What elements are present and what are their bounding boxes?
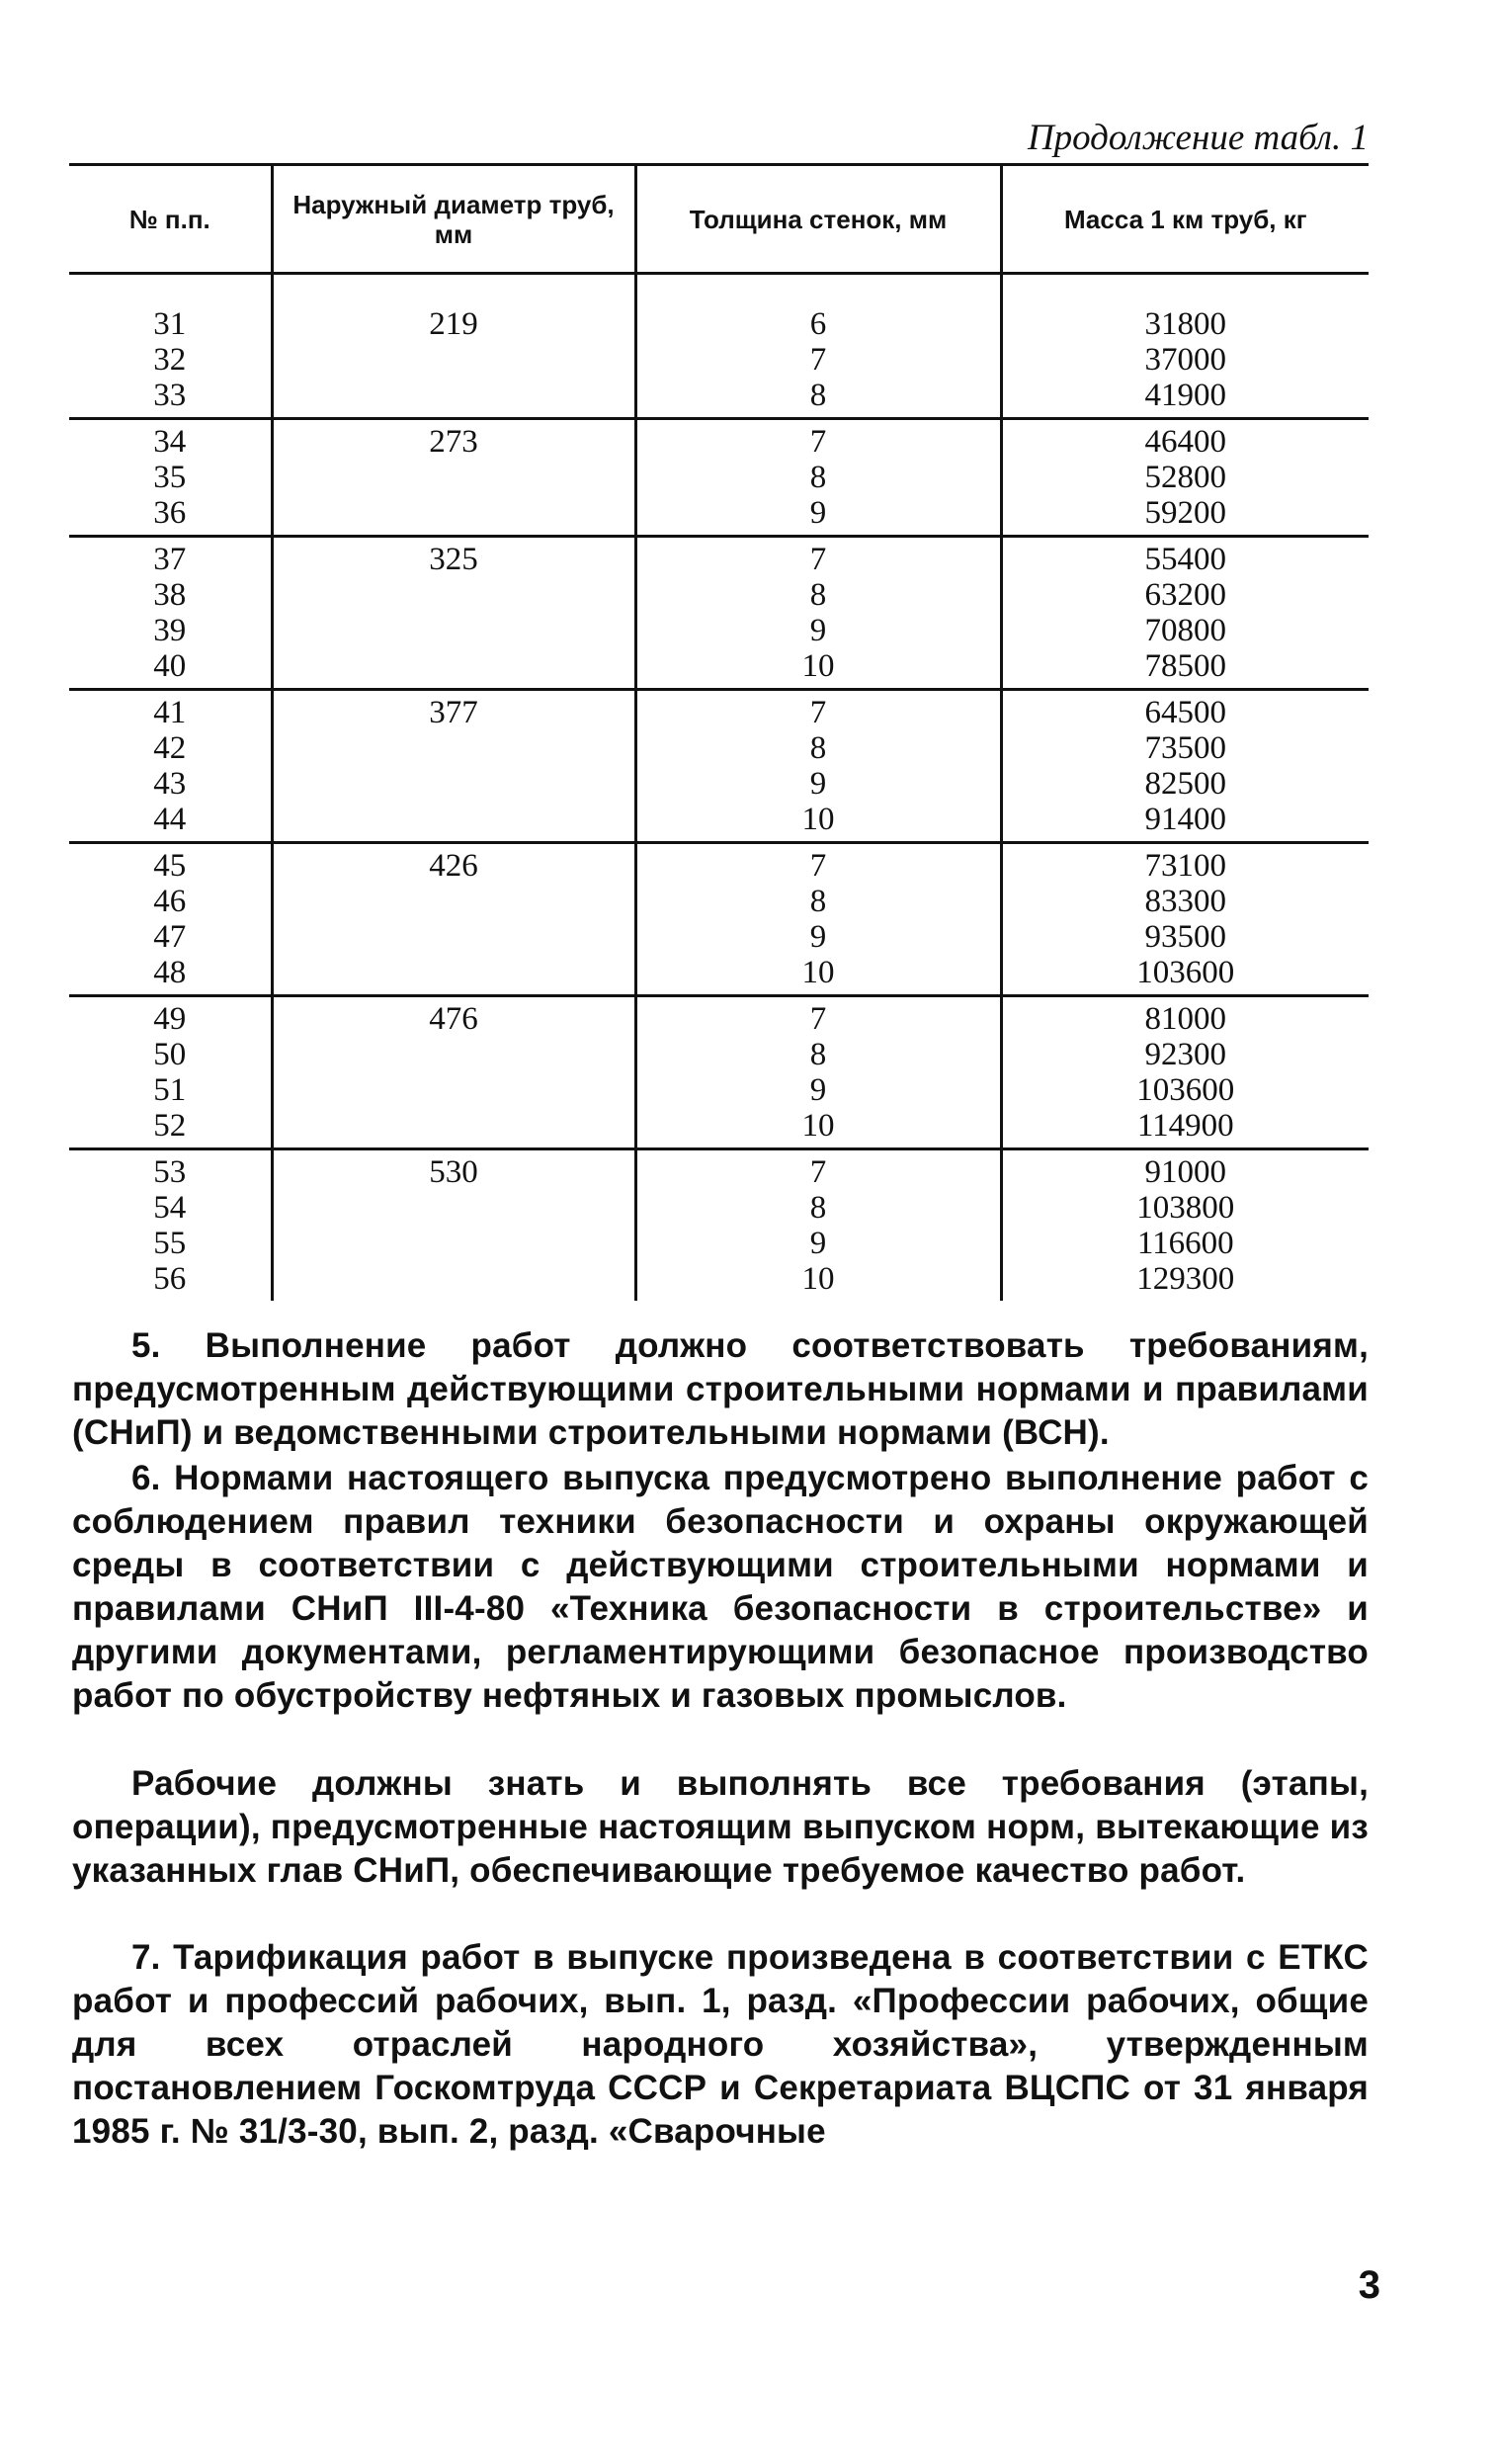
pipe-mass: 64500: [1001, 690, 1369, 731]
pipe-mass: 52800: [1001, 460, 1369, 495]
pipe-mass: 73100: [1001, 843, 1369, 885]
outer-diameter: 219: [272, 274, 635, 343]
table-row: [69, 919, 1369, 955]
row-number: 53: [69, 1149, 272, 1191]
wall-thickness: 9: [635, 1072, 1001, 1108]
outer-diameter: 426: [272, 843, 635, 885]
outer-diameter: 273: [272, 419, 635, 461]
pipe-mass: 37000: [1001, 342, 1369, 378]
row-number: 32: [153, 342, 187, 378]
table-row: [69, 537, 1369, 578]
table-group: [69, 690, 1369, 843]
wall-thickness: 8: [635, 730, 1001, 766]
table-row: [69, 419, 1369, 461]
table-continuation-label: Продолжение табл. 1: [1027, 118, 1369, 158]
wall-thickness: 9: [635, 1226, 1001, 1261]
pipe-mass: 91400: [1001, 802, 1369, 843]
paragraph-5: 5. Выполнение работ должно соответствовать требованиям, предусмотренным действующими строительными нормами и правилами (СНиП) и ведомственными строительными нормами (ВСН).: [72, 1326, 1369, 1452]
row-number: 38: [153, 577, 187, 613]
paragraph-workers: Рабочие должны знать и выполнять все требования (этапы, операции), предусмотренные настоящим выпуском норм, вытекающие из указанных глав СНиП, обеспечивающие требуемое качество работ.: [72, 1764, 1369, 1890]
paragraph-7: 7. Тарификация работ в выпуске произведена в соответствии с ЕТКС работ и профессий рабочих, вып. 1, разд. «Профессии рабочих, общие для всех отраслей народного хозяйства», утвержденным постановлением Госкомтруда СССР и Секретариата ВЦСПС от 31 января 1985 г. № 31/3-30, вып. 2, разд. «Сварочные: [72, 1938, 1369, 2151]
pipe-mass: 70800: [1001, 613, 1369, 648]
row-number: 44: [153, 802, 187, 837]
pipe-mass: 31800: [1001, 274, 1369, 343]
table-row: [69, 495, 1369, 537]
wall-thickness: 8: [635, 884, 1001, 919]
pipe-mass: 59200: [1001, 495, 1369, 537]
row-number: 48: [153, 955, 187, 990]
row-number: 33: [153, 378, 187, 413]
wall-thickness: 8: [635, 378, 1001, 419]
pipe-mass: 129300: [1001, 1261, 1369, 1301]
wall-thickness: 7: [635, 419, 1001, 461]
table-row: [69, 843, 1369, 885]
row-number: 42: [153, 730, 187, 766]
table-row: [69, 274, 1369, 343]
table-row: [69, 378, 1369, 419]
table-row: [69, 955, 1369, 996]
table-row: [69, 766, 1369, 802]
pipe-mass: 73500: [1001, 730, 1369, 766]
wall-thickness: 7: [635, 537, 1001, 578]
row-number: 47: [153, 919, 187, 955]
pipe-mass: 55400: [1001, 537, 1369, 578]
row-number: 41: [69, 690, 272, 731]
wall-thickness: 7: [635, 843, 1001, 885]
wall-thickness: 10: [635, 955, 1001, 996]
table-row: [69, 1190, 1369, 1226]
table-row: [69, 1037, 1369, 1072]
outer-diameter: 377: [272, 690, 635, 731]
row-number: 45: [69, 843, 272, 885]
table-group: [69, 843, 1369, 996]
table-group: [69, 419, 1369, 537]
pipe-mass: 63200: [1001, 577, 1369, 613]
wall-thickness: 7: [635, 690, 1001, 731]
outer-diameter: 476: [272, 996, 635, 1038]
table-row: [69, 648, 1369, 690]
row-number: 40: [153, 648, 187, 684]
wall-thickness: 10: [635, 802, 1001, 843]
wall-thickness: 9: [635, 766, 1001, 802]
wall-thickness: 10: [635, 1261, 1001, 1301]
table-group: [69, 274, 1369, 419]
table-row: [69, 342, 1369, 378]
table-row: [69, 1261, 1369, 1301]
outer-diameter: 325: [272, 537, 635, 578]
pipe-mass: 103800: [1001, 1190, 1369, 1226]
wall-thickness: 8: [635, 1037, 1001, 1072]
wall-thickness: 8: [635, 460, 1001, 495]
row-number: 35: [153, 460, 187, 495]
row-number: 36: [153, 495, 187, 531]
row-number: 55: [153, 1226, 187, 1261]
table-row: [69, 613, 1369, 648]
paragraph-6: 6. Нормами настоящего выпуска предусмотрено выполнение работ с соблюдением правил техники безопасности и охраны окружающей среды в соответствии с действующими строительными нормами и правилами СНиП III-4-80 «Техника безопасности в строительстве» и другими документами, регламентирующими безопасное производство работ по обустройству нефтяных и газовых промыслов.: [72, 1459, 1369, 1715]
pipe-mass: 116600: [1001, 1226, 1369, 1261]
table-header-row: [69, 165, 1369, 274]
row-number: 50: [153, 1037, 187, 1072]
pipe-mass: 82500: [1001, 766, 1369, 802]
table-row: [69, 996, 1369, 1038]
pipe-mass: 92300: [1001, 1037, 1369, 1072]
table-row: [69, 1149, 1369, 1191]
wall-thickness: 7: [635, 342, 1001, 378]
wall-thickness: 10: [635, 648, 1001, 690]
table-row: [69, 460, 1369, 495]
row-number: 56: [153, 1261, 187, 1297]
pipe-mass: 78500: [1001, 648, 1369, 690]
table-row: [69, 1226, 1369, 1261]
table-row: [69, 577, 1369, 613]
pipe-mass: 41900: [1001, 378, 1369, 419]
row-number: 49: [69, 996, 272, 1038]
row-number: 52: [153, 1108, 187, 1144]
pipe-mass: 83300: [1001, 884, 1369, 919]
table-group: [69, 1149, 1369, 1302]
row-number: 54: [153, 1190, 187, 1226]
header-mass: Масса 1 км труб, кг: [1001, 165, 1369, 274]
wall-thickness: 6: [635, 274, 1001, 343]
row-number: 43: [153, 766, 187, 802]
row-number: 46: [153, 884, 187, 919]
pipe-mass: 114900: [1001, 1108, 1369, 1149]
table-row: [69, 802, 1369, 843]
wall-thickness: 9: [635, 919, 1001, 955]
wall-thickness: 8: [635, 1190, 1001, 1226]
pipe-mass: 81000: [1001, 996, 1369, 1038]
table-row: [69, 1072, 1369, 1108]
row-number: 34: [69, 419, 272, 461]
header-number: № п.п.: [69, 165, 272, 274]
table-row: [69, 1108, 1369, 1149]
wall-thickness: 9: [635, 495, 1001, 537]
pipe-mass-table: [69, 163, 1369, 1301]
row-number: 37: [69, 537, 272, 578]
wall-thickness: 10: [635, 1108, 1001, 1149]
outer-diameter: 530: [272, 1149, 635, 1191]
page-number: 3: [1358, 2263, 1380, 2307]
row-number: 31: [153, 306, 187, 342]
pipe-mass: 91000: [1001, 1149, 1369, 1191]
wall-thickness: 7: [635, 996, 1001, 1038]
table-row: [69, 730, 1369, 766]
row-number: 51: [153, 1072, 187, 1108]
header-outer-diameter: Наружный диаметр труб, мм: [272, 165, 635, 274]
pipe-mass: 93500: [1001, 919, 1369, 955]
wall-thickness: 7: [635, 1149, 1001, 1191]
pipe-mass: 46400: [1001, 419, 1369, 461]
table-group: [69, 996, 1369, 1149]
table-row: [69, 884, 1369, 919]
table-group: [69, 537, 1369, 690]
header-wall-thickness: Толщина стенок, мм: [635, 165, 1001, 274]
pipe-mass: 103600: [1001, 955, 1369, 996]
pipe-mass: 103600: [1001, 1072, 1369, 1108]
table-row: [69, 690, 1369, 731]
row-number: 39: [153, 613, 187, 648]
wall-thickness: 8: [635, 577, 1001, 613]
wall-thickness: 9: [635, 613, 1001, 648]
